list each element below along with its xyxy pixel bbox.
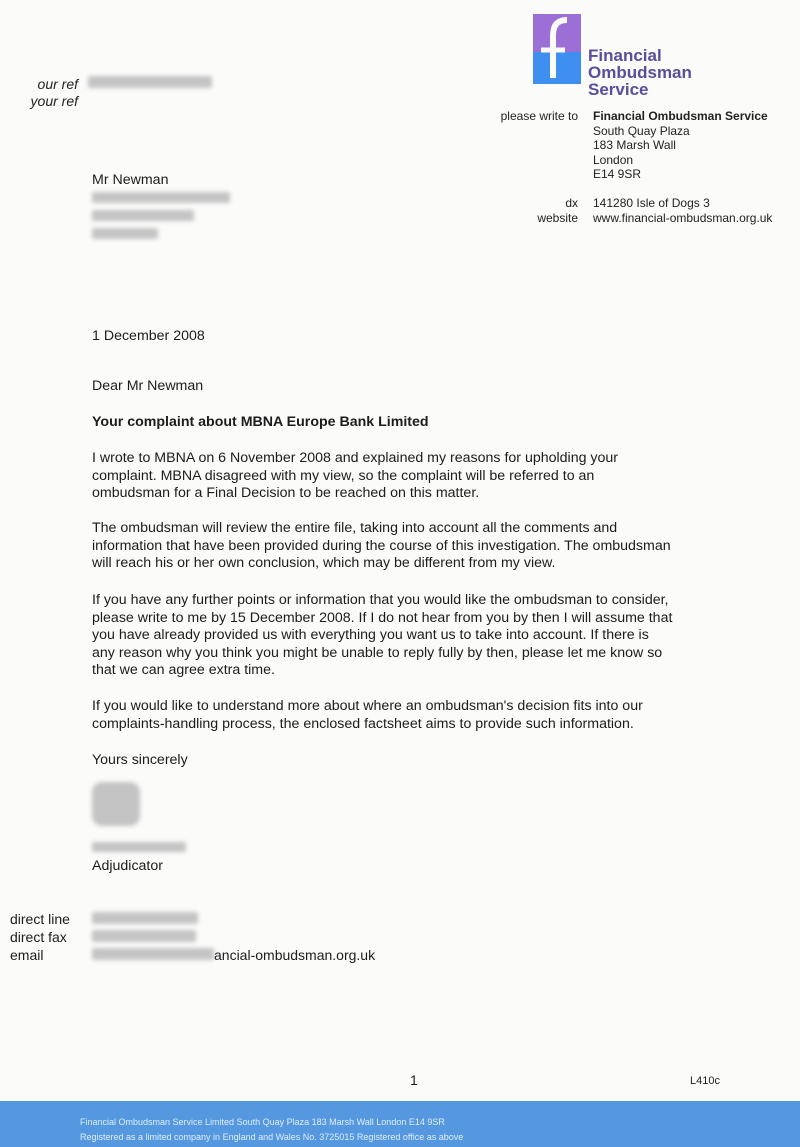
address-line-2: 183 Marsh Wall bbox=[593, 138, 676, 152]
recipient-address-redacted-2 bbox=[92, 210, 194, 221]
paragraph-4-line: If you would like to understand more about where an ombudsman's decision fits into our bbox=[92, 698, 643, 714]
salutation: Dear Mr Newman bbox=[92, 378, 204, 394]
website-label: website bbox=[537, 211, 578, 225]
recipient-address-redacted-1 bbox=[92, 192, 230, 203]
paragraph-3-line: that we can agree extra time. bbox=[92, 662, 275, 678]
paragraph-2-line: The ombudsman will review the entire file, taking into account all the comments and bbox=[92, 520, 618, 536]
email-suffix: ancial-ombudsman.org.uk bbox=[214, 947, 376, 963]
signatory-title: Adjudicator bbox=[92, 858, 163, 874]
logo-line-1: Financial bbox=[588, 46, 662, 65]
our-ref-redacted bbox=[88, 76, 212, 88]
fos-logo-text bbox=[588, 47, 692, 98]
address-line-1: South Quay Plaza bbox=[593, 123, 690, 138]
paragraph-4-line: complaints-handling process, the enclosed factsheet aims to provide such information. bbox=[92, 715, 634, 732]
website-value: www.financial-ombudsman.org.uk bbox=[593, 211, 773, 225]
form-code: L410c bbox=[690, 1075, 720, 1087]
paragraph-1-line: complaint. MBNA disagreed with my view, so the complaint will be referred to an bbox=[92, 467, 595, 484]
direct-fax-redacted bbox=[92, 930, 196, 942]
paragraph-2-line: information that have been provided during the course of this investigation. The ombudsman bbox=[92, 537, 671, 554]
paragraph-2 bbox=[92, 520, 732, 573]
paragraph-3-line: If you have any further points or information that you would like the ombudsman to consider, bbox=[92, 592, 669, 608]
page-number: 1 bbox=[410, 1072, 418, 1088]
direct-line-redacted bbox=[92, 912, 198, 924]
dx-value: 141280 Isle of Dogs 3 bbox=[593, 196, 710, 210]
email-prefix-redacted bbox=[92, 948, 214, 960]
signatory-name-redacted bbox=[92, 842, 186, 852]
footer-line-2: Registered as a limited company in England and Wales No. 3725015 Registered office as above bbox=[80, 1132, 464, 1142]
write-to-label: please write to bbox=[500, 109, 578, 123]
signature-redacted bbox=[92, 782, 140, 826]
letter-heading: Your complaint about MBNA Europe Bank Limited bbox=[92, 414, 429, 430]
our-ref-label: our ref bbox=[37, 76, 78, 92]
paragraph-2-line: will reach his or her own conclusion, which may be different from my view. bbox=[92, 555, 556, 571]
address-line-4: E14 9SR bbox=[593, 167, 642, 181]
paragraph-3-line: any reason why you think you might be unable to reply fully by then, please let me know so bbox=[92, 644, 663, 661]
direct-fax-label: direct fax bbox=[10, 929, 67, 945]
paragraph-3 bbox=[92, 592, 732, 680]
write-to-address bbox=[593, 109, 768, 182]
write-to-org: Financial Ombudsman Service bbox=[593, 109, 768, 123]
logo-line-3: Service bbox=[588, 80, 649, 99]
footer-line-1: Financial Ombudsman Service Limited South Quay Plaza 183 Marsh Wall London E14 9SR bbox=[80, 1117, 445, 1127]
email-label: email bbox=[10, 947, 44, 963]
paragraph-3-line: you have already provided us with everything you want us to take into account. If there is bbox=[92, 627, 649, 643]
address-line-3: London bbox=[593, 152, 634, 167]
contact-labels bbox=[10, 910, 70, 964]
paragraph-4 bbox=[92, 698, 732, 733]
dx-label: dx bbox=[565, 196, 578, 210]
your-ref-label: your ref bbox=[30, 93, 78, 109]
recipient-address-redacted-3 bbox=[92, 228, 158, 239]
recipient-name: Mr Newman bbox=[92, 172, 169, 188]
letter-date: 1 December 2008 bbox=[92, 328, 205, 344]
paragraph-1-line: ombudsman for a Final Decision to be reached on this matter. bbox=[92, 485, 480, 501]
direct-line-label: direct line bbox=[10, 911, 70, 927]
paragraph-1-line: I wrote to MBNA on 6 November 2008 and explained my reasons for upholding your bbox=[92, 450, 619, 466]
logo-line-2: Ombudsman bbox=[588, 63, 692, 82]
paragraph-3-line: please write to me by 15 December 2008. If I do not hear from you by then I will assume that bbox=[92, 609, 673, 626]
closing: Yours sincerely bbox=[92, 752, 188, 768]
paragraph-1 bbox=[92, 450, 732, 503]
fos-logo-icon bbox=[533, 14, 581, 84]
